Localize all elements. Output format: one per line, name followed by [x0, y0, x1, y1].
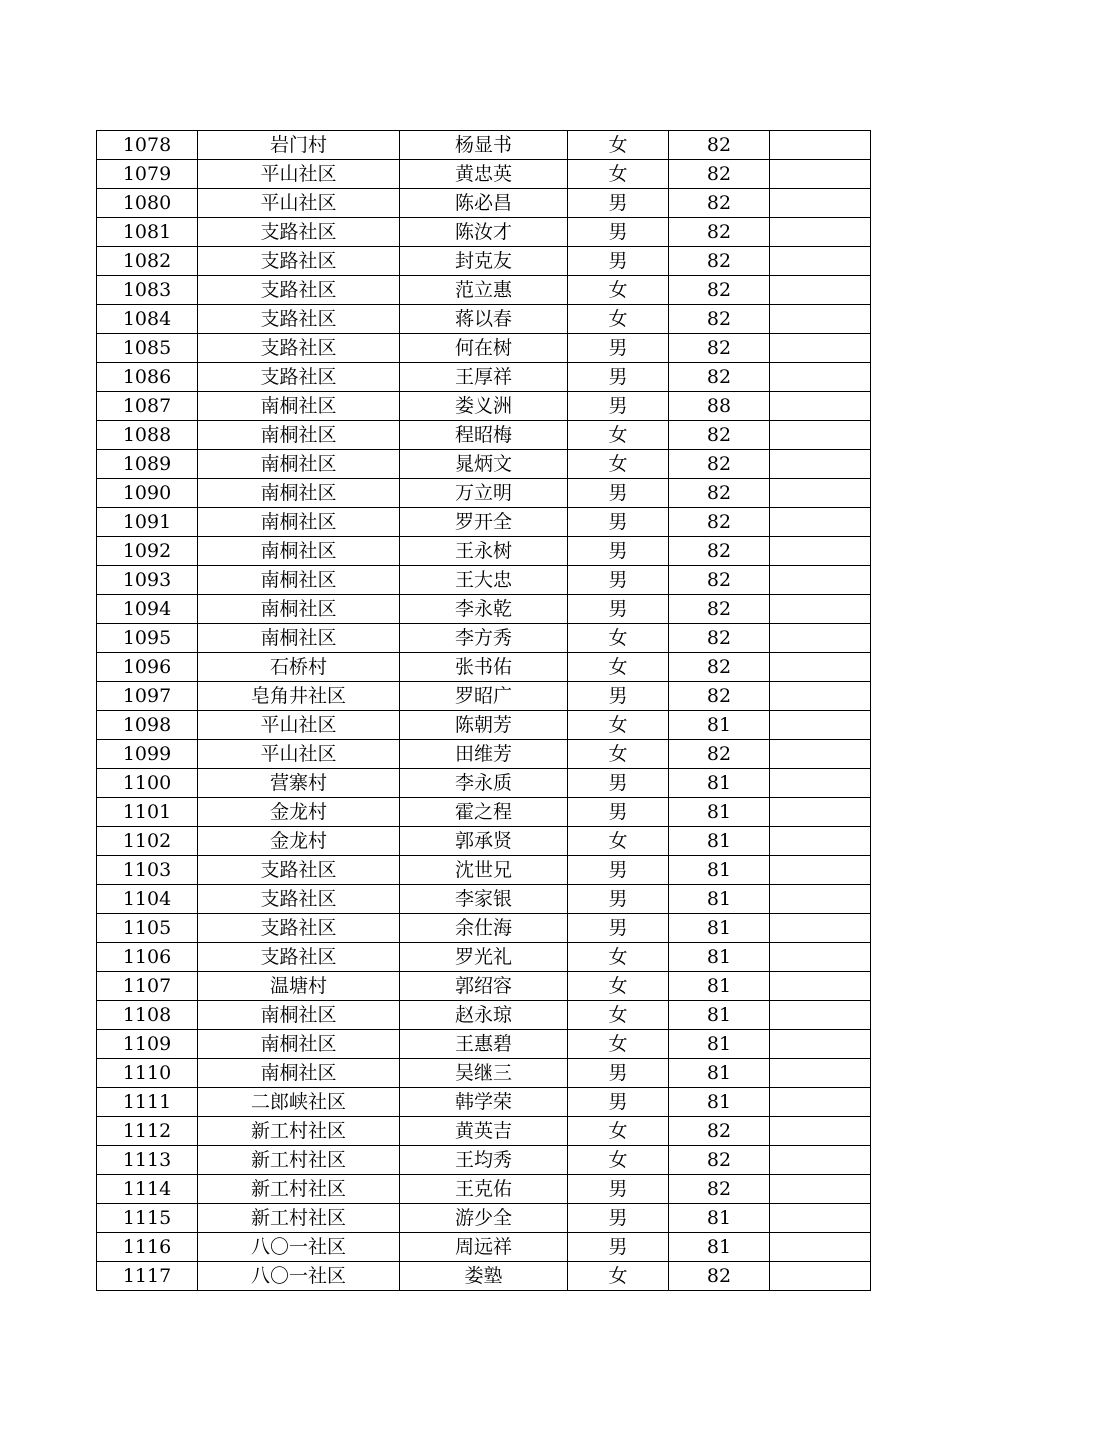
cell-note: [770, 856, 871, 885]
cell-note: [770, 1262, 871, 1291]
cell-note: [770, 885, 871, 914]
cell-age: 82: [669, 189, 770, 218]
cell-note: [770, 334, 871, 363]
cell-serial-number: 1093: [97, 566, 198, 595]
cell-age: 82: [669, 653, 770, 682]
cell-age: 82: [669, 595, 770, 624]
cell-person-name: 韩学荣: [400, 1088, 568, 1117]
cell-gender: 男: [568, 537, 669, 566]
cell-gender: 女: [568, 160, 669, 189]
cell-community: 南桐社区: [198, 537, 400, 566]
cell-gender: 男: [568, 595, 669, 624]
cell-person-name: 郭绍容: [400, 972, 568, 1001]
cell-person-name: 王永树: [400, 537, 568, 566]
cell-note: [770, 914, 871, 943]
cell-gender: 男: [568, 363, 669, 392]
cell-note: [770, 943, 871, 972]
cell-person-name: 蒋以春: [400, 305, 568, 334]
cell-person-name: 李永乾: [400, 595, 568, 624]
cell-person-name: 杨显书: [400, 131, 568, 160]
cell-age: 81: [669, 1001, 770, 1030]
cell-age: 82: [669, 334, 770, 363]
cell-note: [770, 508, 871, 537]
table-row: [97, 1233, 871, 1262]
cell-note: [770, 798, 871, 827]
cell-serial-number: 1078: [97, 131, 198, 160]
table-row: [97, 160, 871, 189]
cell-age: 88: [669, 392, 770, 421]
cell-gender: 男: [568, 682, 669, 711]
cell-community: 皂角井社区: [198, 682, 400, 711]
cell-person-name: 李方秀: [400, 624, 568, 653]
cell-note: [770, 363, 871, 392]
cell-serial-number: 1116: [97, 1233, 198, 1262]
cell-serial-number: 1080: [97, 189, 198, 218]
cell-age: 81: [669, 856, 770, 885]
cell-community: 金龙村: [198, 798, 400, 827]
cell-age: 82: [669, 1262, 770, 1291]
cell-community: 八〇一社区: [198, 1262, 400, 1291]
cell-serial-number: 1081: [97, 218, 198, 247]
cell-person-name: 田维芳: [400, 740, 568, 769]
cell-gender: 男: [568, 1175, 669, 1204]
cell-note: [770, 566, 871, 595]
cell-note: [770, 189, 871, 218]
cell-person-name: 吴继三: [400, 1059, 568, 1088]
cell-gender: 男: [568, 769, 669, 798]
cell-gender: 女: [568, 827, 669, 856]
cell-community: 南桐社区: [198, 1030, 400, 1059]
cell-community: 南桐社区: [198, 566, 400, 595]
cell-age: 82: [669, 247, 770, 276]
cell-serial-number: 1109: [97, 1030, 198, 1059]
cell-age: 81: [669, 827, 770, 856]
cell-person-name: 王厚祥: [400, 363, 568, 392]
cell-serial-number: 1103: [97, 856, 198, 885]
cell-age: 82: [669, 479, 770, 508]
cell-note: [770, 1146, 871, 1175]
table-row: [97, 653, 871, 682]
table-row: [97, 1088, 871, 1117]
cell-community: 平山社区: [198, 740, 400, 769]
table-row: [97, 1117, 871, 1146]
cell-age: 82: [669, 1117, 770, 1146]
cell-person-name: 程昭梅: [400, 421, 568, 450]
table-row: [97, 537, 871, 566]
cell-serial-number: 1102: [97, 827, 198, 856]
cell-community: 南桐社区: [198, 421, 400, 450]
table-row: [97, 566, 871, 595]
cell-gender: 男: [568, 334, 669, 363]
cell-serial-number: 1113: [97, 1146, 198, 1175]
cell-serial-number: 1111: [97, 1088, 198, 1117]
cell-person-name: 陈汝才: [400, 218, 568, 247]
table-row: [97, 1204, 871, 1233]
cell-gender: 女: [568, 1146, 669, 1175]
cell-gender: 女: [568, 276, 669, 305]
cell-person-name: 封克友: [400, 247, 568, 276]
cell-gender: 女: [568, 1117, 669, 1146]
cell-community: 新工村社区: [198, 1146, 400, 1175]
cell-person-name: 沈世兄: [400, 856, 568, 885]
cell-community: 支路社区: [198, 276, 400, 305]
cell-serial-number: 1087: [97, 392, 198, 421]
cell-gender: 女: [568, 1001, 669, 1030]
cell-community: 二郎峡社区: [198, 1088, 400, 1117]
cell-serial-number: 1112: [97, 1117, 198, 1146]
cell-community: 岩门村: [198, 131, 400, 160]
table-row: [97, 334, 871, 363]
cell-age: 82: [669, 682, 770, 711]
cell-community: 新工村社区: [198, 1117, 400, 1146]
cell-gender: 女: [568, 653, 669, 682]
cell-age: 82: [669, 1175, 770, 1204]
cell-age: 81: [669, 711, 770, 740]
cell-note: [770, 972, 871, 1001]
cell-note: [770, 276, 871, 305]
cell-note: [770, 682, 871, 711]
cell-age: 82: [669, 624, 770, 653]
cell-person-name: 罗开全: [400, 508, 568, 537]
cell-serial-number: 1089: [97, 450, 198, 479]
table-row: [97, 769, 871, 798]
cell-serial-number: 1110: [97, 1059, 198, 1088]
cell-note: [770, 1233, 871, 1262]
cell-age: 82: [669, 305, 770, 334]
cell-gender: 女: [568, 421, 669, 450]
table-row: [97, 1175, 871, 1204]
table-row: [97, 305, 871, 334]
cell-note: [770, 305, 871, 334]
cell-person-name: 余仕海: [400, 914, 568, 943]
cell-community: 南桐社区: [198, 624, 400, 653]
cell-serial-number: 1091: [97, 508, 198, 537]
cell-age: 82: [669, 131, 770, 160]
cell-person-name: 范立惠: [400, 276, 568, 305]
cell-note: [770, 479, 871, 508]
table-row: [97, 1146, 871, 1175]
table-row: [97, 392, 871, 421]
cell-age: 81: [669, 769, 770, 798]
cell-age: 82: [669, 740, 770, 769]
cell-community: 平山社区: [198, 189, 400, 218]
table-row: [97, 131, 871, 160]
cell-person-name: 赵永琼: [400, 1001, 568, 1030]
cell-person-name: 黄英吉: [400, 1117, 568, 1146]
table-row: [97, 827, 871, 856]
cell-community: 平山社区: [198, 160, 400, 189]
cell-serial-number: 1114: [97, 1175, 198, 1204]
cell-gender: 男: [568, 798, 669, 827]
cell-serial-number: 1084: [97, 305, 198, 334]
cell-person-name: 王克佑: [400, 1175, 568, 1204]
cell-note: [770, 218, 871, 247]
cell-age: 81: [669, 1088, 770, 1117]
cell-person-name: 李家银: [400, 885, 568, 914]
cell-gender: 男: [568, 189, 669, 218]
cell-gender: 女: [568, 740, 669, 769]
table-row: [97, 247, 871, 276]
cell-person-name: 游少全: [400, 1204, 568, 1233]
cell-note: [770, 624, 871, 653]
table-row: [97, 508, 871, 537]
cell-gender: 女: [568, 1030, 669, 1059]
cell-age: 82: [669, 566, 770, 595]
table-row: [97, 1030, 871, 1059]
cell-community: 支路社区: [198, 885, 400, 914]
cell-note: [770, 595, 871, 624]
cell-note: [770, 537, 871, 566]
cell-gender: 女: [568, 131, 669, 160]
cell-gender: 女: [568, 1262, 669, 1291]
cell-community: 支路社区: [198, 856, 400, 885]
cell-note: [770, 1088, 871, 1117]
cell-community: 支路社区: [198, 218, 400, 247]
cell-age: 82: [669, 1146, 770, 1175]
cell-community: 平山社区: [198, 711, 400, 740]
cell-age: 82: [669, 160, 770, 189]
table-row: [97, 856, 871, 885]
table-row: [97, 740, 871, 769]
table-row: [97, 972, 871, 1001]
cell-community: 南桐社区: [198, 1059, 400, 1088]
cell-gender: 女: [568, 943, 669, 972]
cell-serial-number: 1088: [97, 421, 198, 450]
cell-note: [770, 1175, 871, 1204]
cell-person-name: 王大忠: [400, 566, 568, 595]
cell-age: 82: [669, 276, 770, 305]
table-row: [97, 479, 871, 508]
cell-gender: 男: [568, 1233, 669, 1262]
cell-person-name: 罗昭广: [400, 682, 568, 711]
cell-age: 81: [669, 1204, 770, 1233]
cell-age: 82: [669, 218, 770, 247]
cell-age: 81: [669, 914, 770, 943]
cell-person-name: 王均秀: [400, 1146, 568, 1175]
cell-person-name: 周远祥: [400, 1233, 568, 1262]
cell-community: 南桐社区: [198, 392, 400, 421]
cell-person-name: 黄忠英: [400, 160, 568, 189]
table-row: [97, 218, 871, 247]
cell-serial-number: 1079: [97, 160, 198, 189]
table-row: [97, 682, 871, 711]
cell-note: [770, 1001, 871, 1030]
cell-gender: 女: [568, 711, 669, 740]
cell-community: 营寨村: [198, 769, 400, 798]
table-row: [97, 798, 871, 827]
cell-gender: 男: [568, 508, 669, 537]
cell-note: [770, 827, 871, 856]
cell-person-name: 万立明: [400, 479, 568, 508]
cell-serial-number: 1099: [97, 740, 198, 769]
cell-serial-number: 1107: [97, 972, 198, 1001]
cell-community: 南桐社区: [198, 1001, 400, 1030]
cell-community: 支路社区: [198, 363, 400, 392]
cell-person-name: 陈必昌: [400, 189, 568, 218]
cell-note: [770, 1059, 871, 1088]
cell-age: 81: [669, 1233, 770, 1262]
table-row: [97, 914, 871, 943]
cell-serial-number: 1097: [97, 682, 198, 711]
cell-serial-number: 1086: [97, 363, 198, 392]
cell-note: [770, 711, 871, 740]
cell-serial-number: 1105: [97, 914, 198, 943]
cell-gender: 男: [568, 479, 669, 508]
cell-note: [770, 740, 871, 769]
cell-gender: 男: [568, 1059, 669, 1088]
cell-note: [770, 1117, 871, 1146]
cell-gender: 男: [568, 1204, 669, 1233]
cell-community: 南桐社区: [198, 508, 400, 537]
cell-community: 支路社区: [198, 247, 400, 276]
cell-note: [770, 160, 871, 189]
table-row: [97, 450, 871, 479]
cell-community: 南桐社区: [198, 479, 400, 508]
cell-serial-number: 1095: [97, 624, 198, 653]
elderly-roster-table: [96, 130, 871, 1291]
table-row: [97, 711, 871, 740]
cell-community: 新工村社区: [198, 1204, 400, 1233]
cell-person-name: 陈朝芳: [400, 711, 568, 740]
cell-note: [770, 392, 871, 421]
cell-note: [770, 769, 871, 798]
cell-serial-number: 1083: [97, 276, 198, 305]
cell-person-name: 罗光礼: [400, 943, 568, 972]
cell-note: [770, 653, 871, 682]
cell-note: [770, 247, 871, 276]
cell-age: 81: [669, 885, 770, 914]
table-row: [97, 189, 871, 218]
cell-community: 新工村社区: [198, 1175, 400, 1204]
document-sheet: [96, 130, 871, 1291]
cell-serial-number: 1108: [97, 1001, 198, 1030]
cell-age: 81: [669, 1059, 770, 1088]
table-row: [97, 624, 871, 653]
cell-age: 81: [669, 798, 770, 827]
cell-community: 南桐社区: [198, 595, 400, 624]
cell-community: 金龙村: [198, 827, 400, 856]
cell-serial-number: 1094: [97, 595, 198, 624]
cell-community: 支路社区: [198, 334, 400, 363]
table-row: [97, 595, 871, 624]
cell-note: [770, 421, 871, 450]
cell-person-name: 霍之程: [400, 798, 568, 827]
cell-gender: 男: [568, 1088, 669, 1117]
cell-serial-number: 1098: [97, 711, 198, 740]
cell-serial-number: 1115: [97, 1204, 198, 1233]
cell-age: 82: [669, 421, 770, 450]
cell-gender: 女: [568, 305, 669, 334]
cell-gender: 男: [568, 247, 669, 276]
cell-person-name: 郭承贤: [400, 827, 568, 856]
table-row: [97, 276, 871, 305]
cell-gender: 男: [568, 392, 669, 421]
cell-age: 82: [669, 508, 770, 537]
cell-person-name: 李永质: [400, 769, 568, 798]
table-row: [97, 1262, 871, 1291]
cell-note: [770, 450, 871, 479]
cell-gender: 女: [568, 624, 669, 653]
cell-person-name: 娄塾: [400, 1262, 568, 1291]
cell-person-name: 王惠碧: [400, 1030, 568, 1059]
cell-serial-number: 1100: [97, 769, 198, 798]
cell-serial-number: 1101: [97, 798, 198, 827]
cell-note: [770, 1030, 871, 1059]
cell-person-name: 晁炳文: [400, 450, 568, 479]
cell-age: 81: [669, 943, 770, 972]
cell-community: 南桐社区: [198, 450, 400, 479]
cell-gender: 男: [568, 566, 669, 595]
cell-gender: 男: [568, 914, 669, 943]
cell-serial-number: 1106: [97, 943, 198, 972]
cell-community: 支路社区: [198, 943, 400, 972]
cell-age: 81: [669, 1030, 770, 1059]
cell-community: 支路社区: [198, 914, 400, 943]
cell-age: 81: [669, 972, 770, 1001]
table-row: [97, 421, 871, 450]
cell-community: 石桥村: [198, 653, 400, 682]
cell-person-name: 张书佑: [400, 653, 568, 682]
cell-serial-number: 1092: [97, 537, 198, 566]
cell-age: 82: [669, 537, 770, 566]
cell-age: 82: [669, 363, 770, 392]
cell-serial-number: 1117: [97, 1262, 198, 1291]
cell-serial-number: 1096: [97, 653, 198, 682]
cell-gender: 男: [568, 856, 669, 885]
cell-note: [770, 131, 871, 160]
cell-serial-number: 1104: [97, 885, 198, 914]
cell-gender: 男: [568, 885, 669, 914]
table-row: [97, 1059, 871, 1088]
cell-gender: 男: [568, 218, 669, 247]
table-row: [97, 943, 871, 972]
table-body: [97, 131, 871, 1291]
cell-serial-number: 1085: [97, 334, 198, 363]
cell-gender: 女: [568, 972, 669, 1001]
cell-community: 温塘村: [198, 972, 400, 1001]
table-row: [97, 363, 871, 392]
cell-gender: 女: [568, 450, 669, 479]
cell-community: 支路社区: [198, 305, 400, 334]
cell-person-name: 何在树: [400, 334, 568, 363]
cell-note: [770, 1204, 871, 1233]
cell-community: 八〇一社区: [198, 1233, 400, 1262]
cell-serial-number: 1090: [97, 479, 198, 508]
cell-age: 82: [669, 450, 770, 479]
table-row: [97, 1001, 871, 1030]
table-row: [97, 885, 871, 914]
cell-person-name: 娄义洲: [400, 392, 568, 421]
cell-serial-number: 1082: [97, 247, 198, 276]
